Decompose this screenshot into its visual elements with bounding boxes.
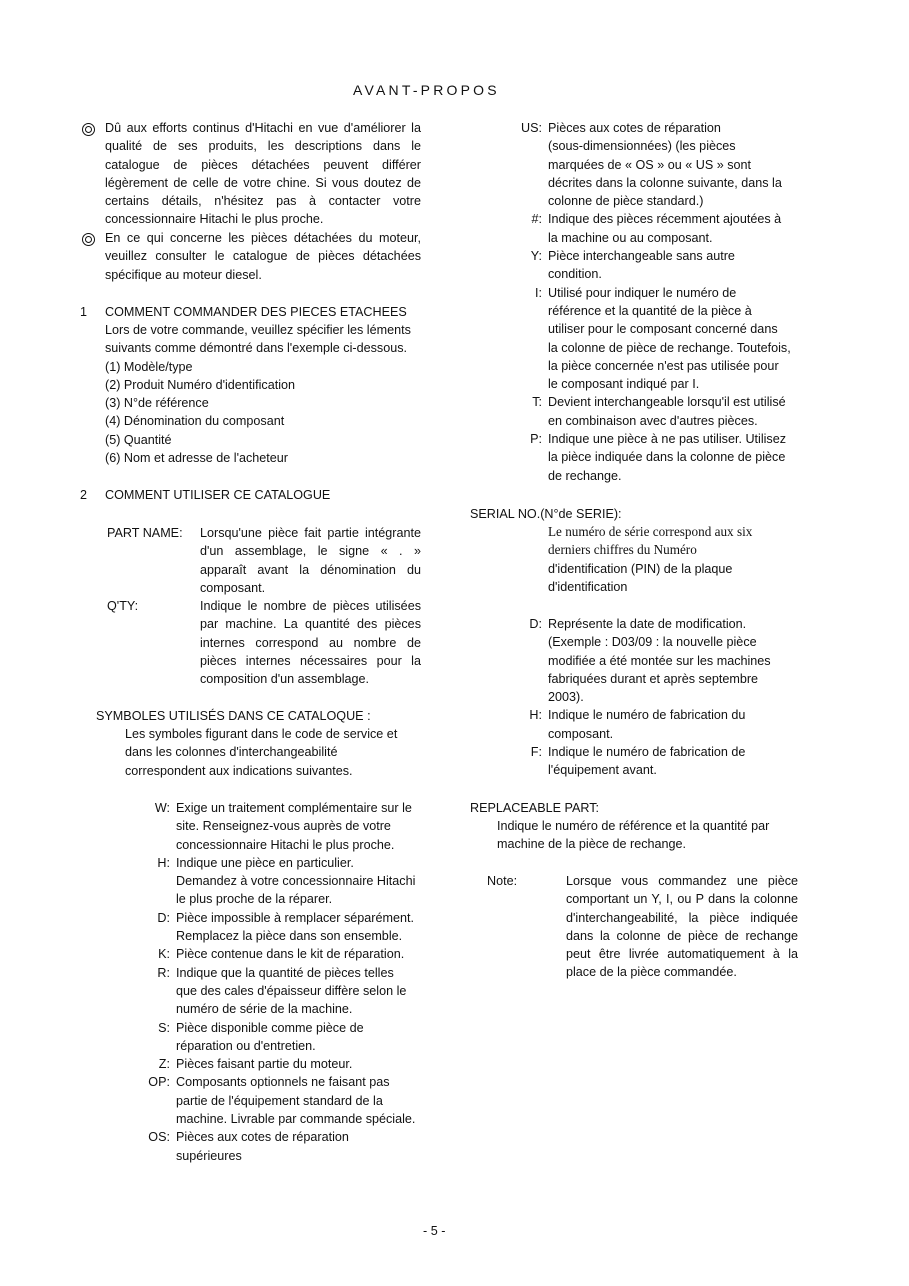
symbol-entry bbox=[140, 1073, 440, 1128]
symbols-list-left bbox=[140, 799, 440, 1165]
serial-heading: SERIAL NO.(N°de SERIE): bbox=[470, 507, 622, 521]
serial-items bbox=[510, 615, 800, 780]
symbol-description-line: Pièce contenue dans le kit de réparation. bbox=[176, 947, 405, 962]
symbol-entry bbox=[510, 706, 800, 743]
symbol-description-line: référence et la quantité de la pièce à bbox=[548, 303, 752, 318]
text-line: correspondent aux indications suivantes. bbox=[125, 763, 353, 778]
symbols-intro bbox=[125, 725, 425, 780]
symbol-code: W: bbox=[154, 801, 170, 815]
text-line: catalogue de pièces détachées peuvent différer bbox=[105, 157, 421, 172]
symbol-description-line: Composants optionnels ne faisant pas bbox=[176, 1075, 390, 1090]
symbol-code: #: bbox=[531, 212, 542, 227]
symbol-description-line: Indique le numéro de fabrication de bbox=[548, 745, 746, 760]
text-line: concessionnaire Hitachi le plus proche. bbox=[105, 212, 324, 227]
symbol-description-line: 2003). bbox=[548, 690, 584, 705]
symbol-entry bbox=[510, 430, 800, 485]
symbol-code: H: bbox=[529, 708, 542, 723]
text-line: comportant un Y, I, ou P dans la colonne bbox=[566, 892, 798, 907]
symbol-description-line: l'équipement avant. bbox=[548, 763, 657, 778]
symbol-description-line: décrites dans la colonne suivante, dans la bbox=[548, 175, 782, 190]
text-line: (4) Dénomination du composant bbox=[105, 414, 285, 429]
symbol-description-line: Indique des pièces récemment ajoutées à bbox=[548, 212, 782, 227]
symbol-description-line: Pièces aux cotes de réparation bbox=[176, 1130, 349, 1145]
text-line: spécifique au moteur diesel. bbox=[105, 267, 262, 282]
symbol-description-line: utiliser pour le composant concerné dans bbox=[548, 322, 778, 337]
text-line: Lors de votre commande, veuillez spécifier les léments bbox=[105, 323, 411, 337]
text-line: d'interchangeabilité, la pièce indiquée bbox=[566, 910, 798, 925]
symbol-entry bbox=[510, 247, 800, 284]
text-line: par machine. La quantité des pièces bbox=[200, 617, 421, 632]
symbol-entry bbox=[140, 945, 440, 963]
symbol-description-line: Pièce interchangeable sans autre bbox=[548, 249, 735, 264]
symbol-code: US: bbox=[521, 121, 542, 135]
text-line: qualité de ses produits, les descriptions dans le bbox=[105, 139, 421, 154]
symbol-code: OP: bbox=[148, 1075, 170, 1090]
symbol-description-line: Pièces aux cotes de réparation bbox=[548, 121, 721, 135]
symbol-code: K: bbox=[158, 947, 170, 962]
symbol-description-line: supérieures bbox=[176, 1148, 242, 1163]
serial-description bbox=[548, 523, 798, 596]
symbols-list-right bbox=[510, 119, 800, 485]
text-line: composition d'un assemblage. bbox=[200, 672, 370, 687]
text-line: composant. bbox=[200, 580, 266, 595]
text-line: place de la pièce commandée. bbox=[566, 965, 737, 980]
replaceable-description bbox=[497, 817, 797, 854]
qty-label: Q'TY: bbox=[107, 599, 139, 613]
section-1-body bbox=[105, 321, 425, 467]
symbol-code: OS: bbox=[148, 1130, 170, 1145]
note-description bbox=[566, 872, 798, 982]
symbol-entry bbox=[510, 210, 800, 247]
symbol-description-line: de rechange. bbox=[548, 468, 622, 483]
section-2-number: 2 bbox=[80, 488, 88, 502]
symbol-description-line: concessionnaire Hitachi le plus proche. bbox=[176, 837, 395, 852]
text-line: Dû aux efforts continus d'Hitachi en vue d'améliorer la bbox=[105, 121, 421, 135]
symbol-description-line: Indique une pièce à ne pas utiliser. Utilisez bbox=[548, 432, 787, 447]
symbol-description-line: le composant indiqué par I. bbox=[548, 377, 700, 392]
replaceable-heading: REPLACEABLE PART: bbox=[470, 801, 600, 815]
symbol-entry bbox=[140, 964, 440, 1019]
text-line: dans les colonnes d'interchangeabilité bbox=[125, 745, 338, 760]
symbol-entry bbox=[510, 119, 800, 210]
text-line: Le numéro de série correspond aux six bbox=[548, 524, 753, 539]
text-line: suivants comme démontré dans l'exemple ci-dessous. bbox=[105, 341, 407, 356]
symbol-description-line: la pièce concernée n'est pas utilisée pour bbox=[548, 358, 779, 373]
symbol-code: I: bbox=[535, 285, 542, 300]
symbol-description-line: Utilisé pour indiquer le numéro de bbox=[548, 285, 737, 300]
text-line: Indique le nombre de pièces utilisées bbox=[200, 599, 421, 613]
text-line: dans la colonne de pièce de rechange bbox=[566, 928, 798, 943]
symbol-description-line: site. Renseignez-vous auprès de votre bbox=[176, 819, 391, 834]
symbol-description-line: Remplacez la pièce dans son ensemble. bbox=[176, 929, 403, 944]
symbol-description-line: marquées de « OS » ou « US » sont bbox=[548, 157, 752, 172]
text-line: machine de la pièce de rechange. bbox=[497, 837, 687, 852]
page-title: AVANT-PROPOS bbox=[353, 82, 500, 98]
symbol-description-line: le plus proche de la réparer. bbox=[176, 892, 333, 907]
symbol-description-line: la machine ou au composant. bbox=[548, 230, 713, 245]
text-line: (1) Modèle/type bbox=[105, 359, 193, 374]
symbol-code: R: bbox=[157, 965, 170, 980]
intro-paragraph-2 bbox=[105, 229, 421, 284]
text-line: (3) N°de référence bbox=[105, 396, 209, 411]
symbols-heading: SYMBOLES UTILISÉS DANS CE CATALOQUE : bbox=[96, 709, 371, 723]
symbol-description-line: Exige un traitement complémentaire sur le bbox=[176, 801, 412, 815]
symbol-entry bbox=[510, 743, 800, 780]
text-line: Lorsqu'une pièce fait partie intégrante bbox=[200, 526, 421, 540]
symbol-description-line: Indique que la quantité de pièces telles bbox=[176, 965, 394, 980]
symbol-description-line: Pièce disponible comme pièce de bbox=[176, 1020, 364, 1035]
symbol-description-line: en combinaison avec d'autres pièces. bbox=[548, 413, 758, 428]
section-1-heading: COMMENT COMMANDER DES PIECES ETACHEES bbox=[105, 305, 407, 319]
text-line: certains détails, n'hésitez pas à contacter votre bbox=[105, 194, 421, 209]
symbol-entry bbox=[140, 799, 440, 854]
symbol-description-line: que des cales d'épaisseur diffère selon le bbox=[176, 983, 407, 998]
symbol-description-line: condition. bbox=[548, 267, 602, 282]
symbol-code: H: bbox=[157, 855, 170, 870]
symbol-description-line: modifiée a été montée sur les machines bbox=[548, 653, 771, 668]
symbol-description-line: (sous-dimensionnées) (les pièces bbox=[548, 139, 736, 154]
intro-paragraph-1 bbox=[105, 119, 421, 229]
symbol-description-line: Pièces faisant partie du moteur. bbox=[176, 1057, 353, 1072]
text-line: légèrement de celle de votre chine. Si vous doutez de bbox=[105, 175, 421, 190]
text-line: En ce qui concerne les pièces détachées du moteur, bbox=[105, 231, 421, 245]
symbol-description-line: Indique une pièce en particulier. bbox=[176, 855, 354, 870]
symbol-code: Z: bbox=[158, 1057, 170, 1072]
symbol-entry bbox=[140, 909, 440, 946]
section-2-heading: COMMENT UTILISER CE CATALOGUE bbox=[105, 488, 331, 502]
symbol-description-line: colonne de pièce standard.) bbox=[548, 194, 704, 209]
symbol-entry bbox=[140, 854, 440, 909]
symbol-description-line: machine. Livrable par commande spéciale. bbox=[176, 1112, 416, 1127]
text-line: Lorsque vous commandez une pièce bbox=[566, 874, 798, 888]
symbol-entry bbox=[140, 1055, 440, 1073]
text-line: Les symboles figurant dans le code de service et bbox=[125, 727, 398, 741]
symbol-code: Y: bbox=[530, 249, 542, 264]
symbol-description-line: Devient interchangeable lorsqu'il est utilisé bbox=[548, 395, 786, 410]
symbol-code: T: bbox=[532, 395, 542, 410]
symbol-code: D: bbox=[157, 910, 170, 925]
symbol-description-line: Demandez à votre concessionnaire Hitachi bbox=[176, 874, 416, 889]
text-line: veuillez consulter le catalogue de pièces détachées bbox=[105, 249, 421, 264]
note-label: Note: bbox=[487, 874, 518, 888]
text-line: apparaît avant la dénomination du bbox=[200, 562, 421, 577]
text-line: d'un assemblage, le signe « . » bbox=[200, 544, 421, 559]
text-line: peut être livrée automatiquement à la bbox=[566, 947, 798, 962]
symbol-description-line: Représente la date de modification. bbox=[548, 617, 747, 631]
qty-description bbox=[200, 597, 421, 688]
symbol-code: P: bbox=[530, 432, 542, 447]
part-name-description bbox=[200, 524, 421, 597]
symbol-description-line: partie de l'équipement standard de la bbox=[176, 1093, 383, 1108]
symbol-code: F: bbox=[530, 745, 542, 760]
symbol-description-line: la pièce indiquée dans la colonne de pièce bbox=[548, 450, 786, 465]
symbol-description-line: Pièce impossible à remplacer séparément. bbox=[176, 910, 414, 925]
symbol-entry bbox=[140, 1128, 440, 1165]
symbol-entry bbox=[510, 615, 800, 706]
text-line: d'identification bbox=[548, 579, 628, 594]
text-line: (2) Produit Numéro d'identification bbox=[105, 377, 296, 392]
part-name-label: PART NAME: bbox=[107, 526, 183, 540]
symbol-description-line: fabriquées durant et après septembre bbox=[548, 671, 759, 686]
text-line: internes correspond au nombre de bbox=[200, 635, 421, 650]
text-line: (6) Nom et adresse de l'acheteur bbox=[105, 451, 289, 466]
symbol-description-line: la colonne de pièce de rechange. Toutefois, bbox=[548, 340, 791, 355]
text-line: d'identification (PIN) de la plaque bbox=[548, 561, 733, 576]
symbol-description-line: Indique le numéro de fabrication du bbox=[548, 708, 746, 723]
symbol-code: S: bbox=[158, 1020, 170, 1035]
text-line: (5) Quantité bbox=[105, 432, 172, 447]
section-1-number: 1 bbox=[80, 305, 88, 319]
symbol-description-line: composant. bbox=[548, 726, 614, 741]
symbol-description-line: numéro de série de la machine. bbox=[176, 1002, 353, 1017]
symbol-entry bbox=[510, 393, 800, 430]
symbol-entry bbox=[510, 284, 800, 394]
symbol-code: D: bbox=[529, 617, 542, 631]
symbol-entry bbox=[140, 1019, 440, 1056]
text-line: Indique le numéro de référence et la quantité par bbox=[497, 819, 770, 833]
symbol-description-line: réparation ou d'entretien. bbox=[176, 1038, 316, 1053]
double-circle-bullet-icon bbox=[82, 233, 95, 246]
double-circle-bullet-icon bbox=[82, 123, 95, 136]
page-number: - 5 - bbox=[423, 1224, 446, 1238]
symbol-description-line: (Exemple : D03/09 : la nouvelle pièce bbox=[548, 635, 757, 650]
text-line: derniers chiffres du Numéro bbox=[548, 542, 697, 558]
text-line: pièces internes nécessaires pour la bbox=[200, 653, 421, 668]
